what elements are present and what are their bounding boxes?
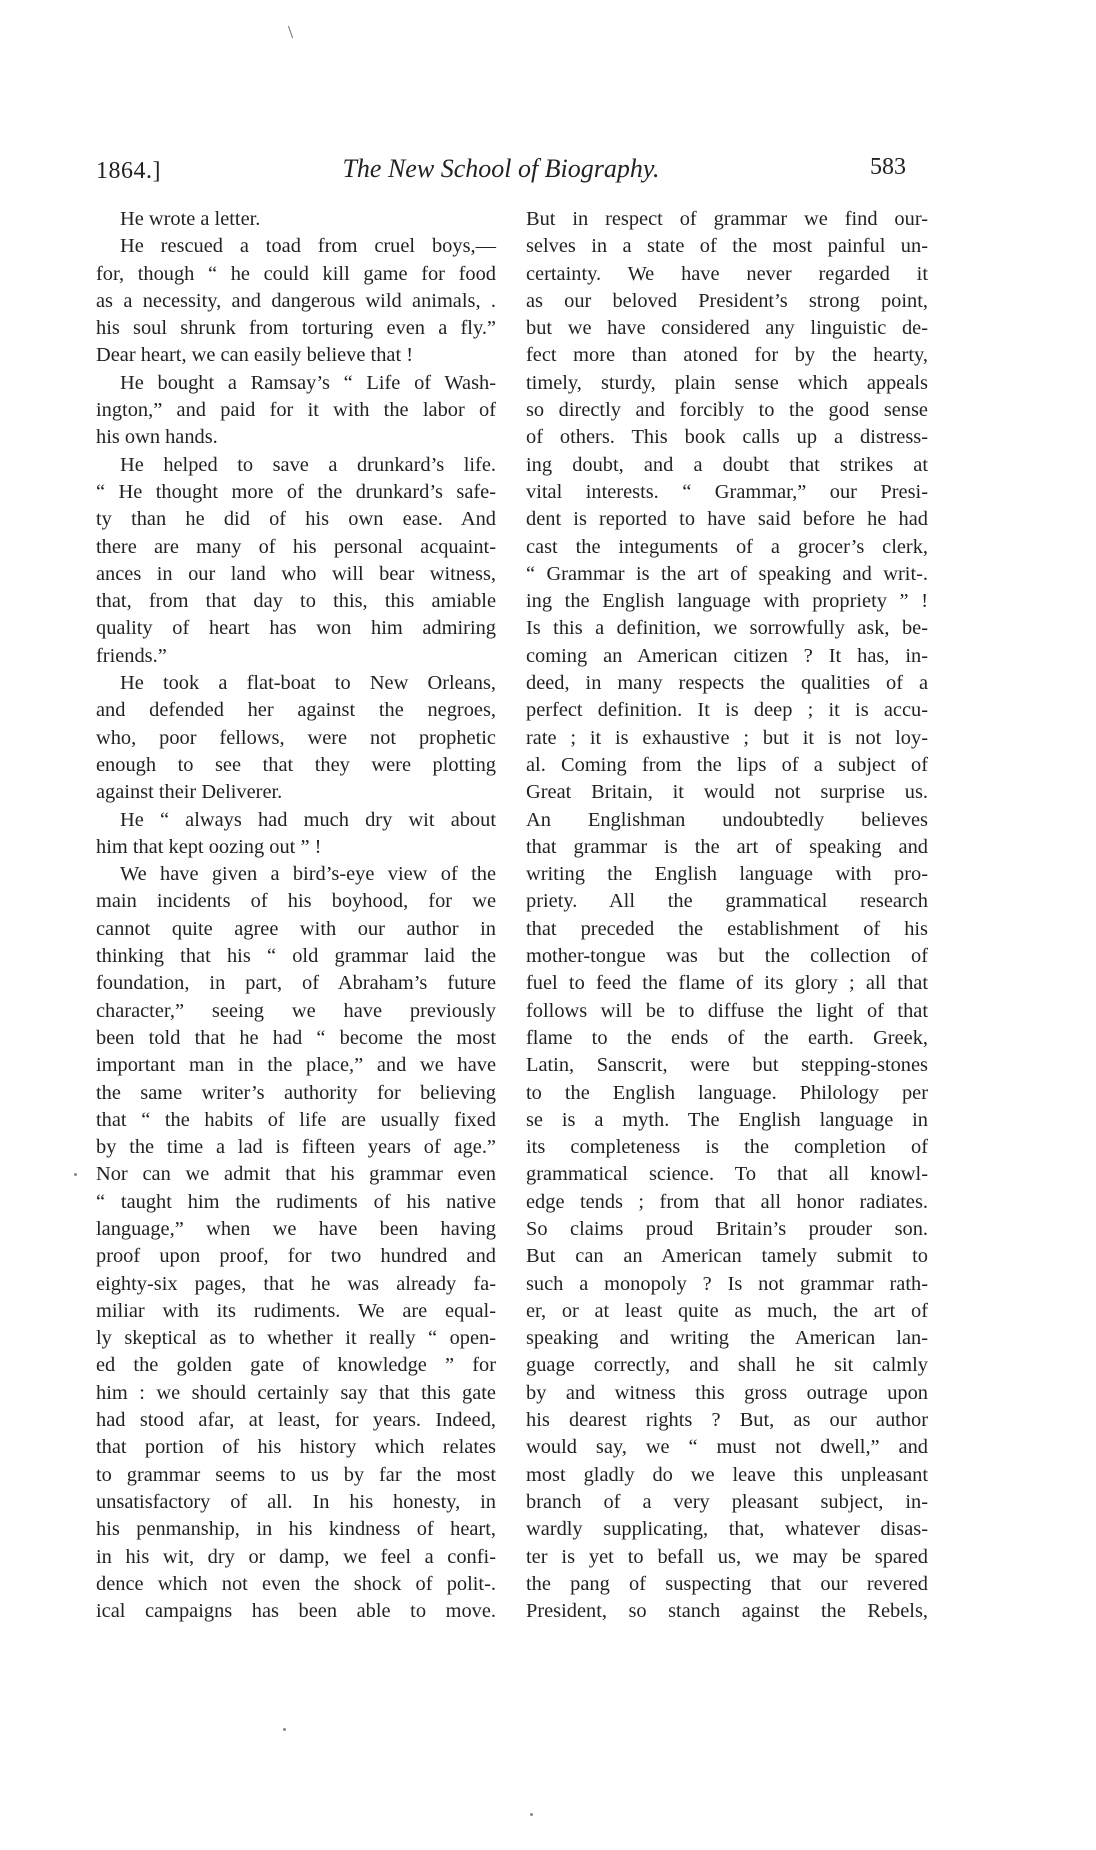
text-line: ington,” and paid for it with the labor of <box>96 399 496 422</box>
text-line: He rescued a toad from cruel boys,— <box>120 235 496 258</box>
text-line: his penmanship, in his kindness of heart, <box>96 1518 496 1541</box>
paper-speck <box>283 1728 286 1731</box>
text-line: who, poor fellows, were not prophetic <box>96 726 496 749</box>
paper-speck <box>530 1813 533 1816</box>
text-line: of others. This book calls up a distress- <box>526 426 928 449</box>
text-line: the same writer’s authority for believing <box>96 1081 496 1104</box>
text-line: that “ the habits of life are usually fixed <box>96 1108 496 1131</box>
text-line: He wrote a letter. <box>120 208 261 230</box>
text-line: We have given a bird’s-eye view of the <box>120 863 496 886</box>
text-line: ing the English language with propriety ” ! <box>526 590 928 613</box>
text-line: wardly supplicating, that, whatever disas- <box>526 1518 928 1541</box>
text-line: him : we should certainly say that this gate <box>96 1381 496 1404</box>
right-column <box>526 206 928 1625</box>
text-line: selves in a state of the most painful un- <box>526 235 928 258</box>
text-line: Great Britain, it would not surprise us. <box>526 781 928 804</box>
text-line: He “ always had much dry wit about <box>120 808 496 831</box>
text-line: fect more than atoned for by the hearty, <box>526 344 928 367</box>
text-line: “ He thought more of the drunkard’s safe- <box>96 480 496 503</box>
text-line: Nor can we admit that his grammar even <box>96 1163 496 1186</box>
text-line: speaking and writing the American lan- <box>526 1327 928 1350</box>
text-line: by and witness this gross outrage upon <box>526 1381 928 1404</box>
text-line: grammatical science. To that all knowl- <box>526 1163 928 1186</box>
text-line: He helped to save a drunkard’s life. <box>120 453 496 476</box>
text-line: dent is reported to have said before he had <box>526 508 928 531</box>
text-line: “ taught him the rudiments of his native <box>96 1190 496 1213</box>
text-line: had stood afar, at least, for years. Indeed, <box>96 1409 496 1432</box>
text-line: “ Grammar is the art of speaking and writ-. <box>526 562 928 585</box>
text-line: se is a myth. The English language in <box>526 1108 928 1131</box>
text-line: fuel to feed the flame of its glory ; all that <box>526 972 928 995</box>
text-line: eighty-six pages, that he was already fa- <box>96 1272 496 1295</box>
text-line: certainty. We have never regarded it <box>526 262 928 285</box>
text-line: priety. All the grammatical research <box>526 890 928 913</box>
text-line: edge tends ; from that all honor radiates. <box>526 1190 928 1213</box>
text-line: character,” seeing we have previously <box>96 999 496 1022</box>
text-line: mother-tongue was but the collection of <box>526 945 928 968</box>
text-line: to the English language. Philology per <box>526 1081 928 1104</box>
text-line: ty than he did of his own ease. And <box>96 508 496 531</box>
page-title: The New School of Biography. <box>342 154 660 183</box>
text-line: would say, we “ must not dwell,” and <box>526 1436 928 1459</box>
text-line: writing the English language with pro- <box>526 863 928 886</box>
text-line: Latin, Sanscrit, were but stepping-stones <box>526 1054 928 1077</box>
text-line: for, though “ he could kill game for food <box>96 262 496 285</box>
text-line: most gladly do we leave this unpleasant <box>526 1463 928 1486</box>
text-line: follows will be to diffuse the light of that <box>526 999 928 1022</box>
text-line: Is this a definition, we sorrowfully ask, be- <box>526 617 928 640</box>
text-line: in his wit, dry or damp, we feel a confi- <box>96 1545 496 1568</box>
text-line: ing doubt, and a doubt that strikes at <box>526 453 928 476</box>
text-line: thinking that his “ old grammar laid the <box>96 945 496 968</box>
text-line: coming an American citizen ? It has, in- <box>526 644 928 667</box>
text-line: er, or at least quite as much, the art of <box>526 1299 928 1322</box>
text-line: enough to see that they were plotting <box>96 753 496 776</box>
text-line: al. Coming from the lips of a subject of <box>526 753 928 776</box>
text-line: that preceded the establishment of his <box>526 917 928 940</box>
text-line: important man in the place,” and we have <box>96 1054 496 1077</box>
text-line: by the time a lad is fifteen years of age.” <box>96 1136 496 1159</box>
text-line: as our beloved President’s strong point, <box>526 289 928 312</box>
text-line: but we have considered any linguistic de- <box>526 317 928 340</box>
text-line: the pang of suspecting that our revered <box>526 1572 928 1595</box>
text-line: So claims proud Britain’s prouder son. <box>526 1217 928 1240</box>
text-line: flame to the ends of the earth. Greek, <box>526 1026 928 1049</box>
text-line: friends.” <box>96 644 167 667</box>
text-line: Dear heart, we can easily believe that ! <box>96 344 414 367</box>
text-line: its completeness is the completion of <box>526 1136 928 1159</box>
text-line: miliar with its rudiments. We are equal- <box>96 1299 496 1322</box>
text-line: main incidents of his boyhood, for we <box>96 890 496 913</box>
text-line: timely, sturdy, plain sense which appeals <box>526 371 928 394</box>
page-number: 583 <box>870 154 906 180</box>
paper-speck <box>74 1173 77 1176</box>
text-line: so directly and forcibly to the good sense <box>526 399 928 422</box>
stray-mark: \ <box>288 22 294 42</box>
text-line: and defended her against the negroes, <box>96 699 496 722</box>
text-line: his own hands. <box>96 426 218 449</box>
text-line: cast the integuments of a grocer’s clerk, <box>526 535 928 558</box>
running-head <box>96 154 906 194</box>
text-line: his dearest rights ? But, as our author <box>526 1409 928 1432</box>
text-line: that, from that day to this, this amiable <box>96 590 496 613</box>
text-line: that portion of his history which relates <box>96 1436 496 1459</box>
text-line: such a monopoly ? Is not grammar rath- <box>526 1272 928 1295</box>
text-line: unsatisfactory of all. In his honesty, in <box>96 1490 496 1513</box>
text-line: ical campaigns has been able to move. <box>96 1600 496 1623</box>
text-line: He took a flat-boat to New Orleans, <box>120 672 496 695</box>
text-line: branch of a very pleasant subject, in- <box>526 1490 928 1513</box>
text-line: perfect definition. It is deep ; it is accu- <box>526 699 928 722</box>
text-line: ances in our land who will bear witness, <box>96 562 496 585</box>
text-line: But can an American tamely submit to <box>526 1245 928 1268</box>
text-line: ter is yet to befall us, we may be spared <box>526 1545 928 1568</box>
text-line: cannot quite agree with our author in <box>96 917 496 940</box>
text-line: He bought a Ramsay’s “ Life of Wash- <box>120 371 496 394</box>
issue-year: 1864.] <box>96 158 161 184</box>
text-line: him that kept oozing out ” ! <box>96 835 322 858</box>
text-line: to grammar seems to us by far the most <box>96 1463 496 1486</box>
text-line: guage correctly, and shall he sit calmly <box>526 1354 928 1377</box>
text-line: his soul shrunk from torturing even a fly.” <box>96 317 496 340</box>
text-line: ed the golden gate of knowledge ” for <box>96 1354 496 1377</box>
text-line: proof upon proof, for two hundred and <box>96 1245 496 1268</box>
text-line: An Englishman undoubtedly believes <box>526 808 928 831</box>
text-line: dence which not even the shock of polit-. <box>96 1572 496 1595</box>
text-line: that grammar is the art of speaking and <box>526 835 928 858</box>
left-column <box>96 206 496 1625</box>
text-line: as a necessity, and dangerous wild animals, . <box>96 289 496 312</box>
text-line: rate ; it is exhaustive ; but it is not loy- <box>526 726 928 749</box>
text-line: there are many of his personal acquaint- <box>96 535 496 558</box>
text-line: against their Deliverer. <box>96 781 283 804</box>
text-line: been told that he had “ become the most <box>96 1026 496 1049</box>
text-line: ly skeptical as to whether it really “ open- <box>96 1327 496 1350</box>
text-line: foundation, in part, of Abraham’s future <box>96 972 496 995</box>
text-line: President, so stanch against the Rebels, <box>526 1600 928 1623</box>
text-line: deed, in many respects the qualities of a <box>526 672 928 695</box>
text-line: quality of heart has won him admiring <box>96 617 496 640</box>
text-line: vital interests. “ Grammar,” our Presi- <box>526 480 928 503</box>
text-line: But in respect of grammar we find our- <box>526 208 928 230</box>
text-line: language,” when we have been having <box>96 1217 496 1240</box>
